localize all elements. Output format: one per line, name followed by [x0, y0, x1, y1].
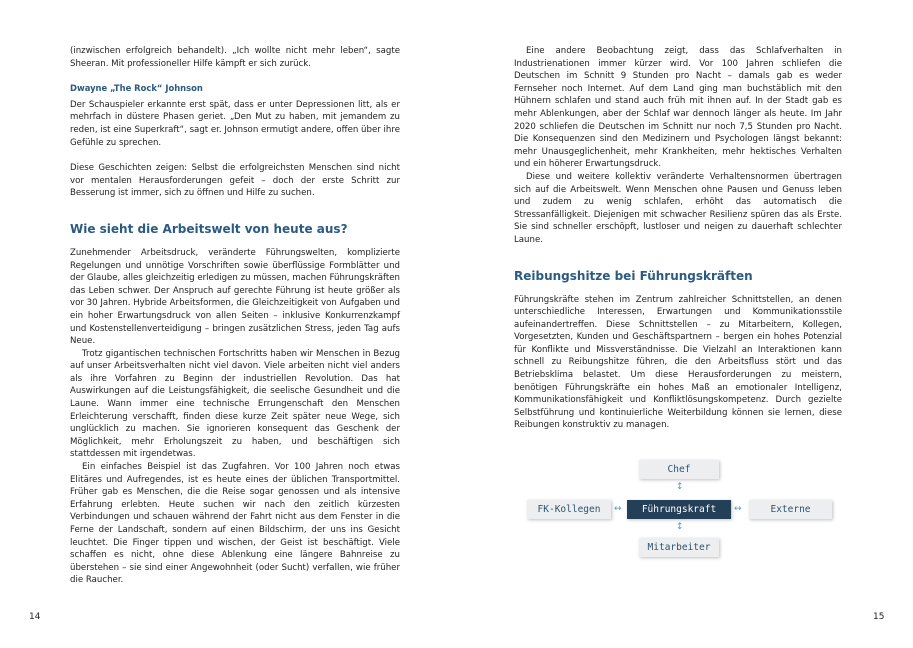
paragraph-arbeitsdruck: Zunehmender Arbeitsdruck, veränderte Führungswelten, komplizierte Regelungen und unnötige Vorschriften sowie überflüssige Formblätter und der Glaube, alles gleichzeitig erledigen zu müssen, machen Führungskräften das Leben schwer. Der Anspruch auf gerechte Führung ist heute größer als vor 30 Jahren. Hybride Arbeitsformen, die Gleichzeitigkeit von Aufgaben und ein hoher Erwartungsdruck von allen Seiten – inklusive Konkurrenzkampf und Kostenstellenverteidigung – bringen zusätzlichen Stress, jeden Tag aufs Neue. [70, 247, 400, 347]
right-text-column [514, 45, 842, 432]
paragraph-intro: (inzwischen erfolgreich behandelt). „Ich wollte nicht mehr leben“, sagte Sheeran. Mit professioneller Hilfe kämpft er sich zurück. [70, 46, 400, 69]
paragraph-schnittstellen: Führungskräfte stehen im Zentrum zahlreicher Schnittstellen, an denen unterschiedliche Interessen, Erwartungen und Kommunikationsstile aufeinandertreffen. Diese Schnittstellen – zu Mitarbeitern, Kollegen, Vorgesetzten, Kunden und Geschäftspartnern – bergen ein hohes Potenzial für Konflikte und Missverständnisse. Die Vielzahl an Interaktionen kann schnell zu Reibungshitze führen, die den Arbeitsfluss stört und das Betriebsklima belastet. Um diese Herausforderungen zu meistern, benötigen Führungskräfte ein hohes Maß an emotionaler Intelligenz, Kommunikationsfähigkeit und Konfliktlösungskompetenz. Durch gezielte Selbstführung und kontinuierliche Weiterbildung können sie lernen, diese Reibungen konstruktiv zu managen. [514, 294, 842, 431]
left-text-column [70, 45, 400, 587]
paragraph-verhaltensnormen: Diese und weitere kollektiv veränderte Verhaltensnormen übertragen sich auf die Arbeitswelt. Wenn Menschen ohne Pausen und Genuss leben und zudem zu wenig schlafen, erhöht das automatisch die Stressanfälligkeit. Diejenigen mit schwacher Resilienz spüren das als Erste. Sie sind schneller erschöpft, lustloser und neigen zu dauerhaft schlechter Laune. [514, 171, 842, 245]
heading-arbeitswelt: Wie sieht die Arbeitswelt von heute aus? [70, 221, 348, 236]
arrow-left-right-icon: ↔ [614, 504, 622, 514]
box-fk-kollegen: FK-Kollegen [527, 500, 611, 519]
box-mitarbeiter: Mitarbeiter [639, 538, 719, 557]
left-page [0, 0, 456, 648]
box-chef: Chef [639, 460, 719, 479]
page-number-right: 15 [873, 612, 885, 622]
page-number-left: 14 [29, 612, 41, 622]
paragraph-zugfahren: Ein einfaches Beispiel ist das Zugfahren. Vor 100 Jahren noch etwas Elitäres und Aufregendes, ist es heute eines der üblichen Transportmittel. Früher gab es Menschen, die die Reise sogar genossen und als intensive Erfahrung erlebten. Heute suchen wir nach den zeitlich kürzesten Verbindungen und schauen während der Fahrt nicht aus dem Fenster in die Ferne der Landschaft, sondern auf einen Bildschirm, der uns ins Gesicht leuchtet. Die Finger tippen und wischen, der Geist ist beschäftigt. Viele schaffen es nicht, ohne diese Ablenkung eine längere Bahnreise zu überstehen – sie sind einer Angewohnheit (oder Sucht) verfallen, wie früher die Raucher. [70, 462, 400, 586]
arrow-up-down-icon: ↕ [676, 482, 684, 492]
interface-diagram [527, 460, 832, 560]
paragraph-fortschritt: Trotz gigantischen technischen Fortschritts haben wir Menschen in Bezug auf unser Arbeitsverhalten nicht viel davon. Viele arbeiten nicht viel anders als ihre Vorfahren zu Beginn der industriellen Revolution. Das hat Auswirkungen auf die Leistungsfähigkeit, die seelische Gesundheit und die Laune. Wann immer eine technische Errungenschaft den Menschen Erleichterung verschafft, finden diese kurze Zeit später neue Wege, sich unglücklich zu machen. Sie ignorieren konsequent das Geschenk der Möglichkeit, mehr Erholungszeit zu haben, und beschäftigen sich stattdessen mit irgendetwas. [70, 348, 400, 460]
arrow-up-down-icon: ↕ [676, 522, 684, 532]
paragraph-johnson: Der Schauspieler erkannte erst spät, dass er unter Depressionen litt, als er mehrfach in düstere Phasen geriet. „Den Mut zu haben, mit jemandem zu reden, ist eine Superkraft“, sagt er. Johnson ermutigt andere, offen über ihre Gefühle zu sprechen. [70, 99, 400, 148]
paragraph-schlaf: Eine andere Beobachtung zeigt, dass das Schlafverhalten in Industrienationen immer kürzer wird. Vor 100 Jahren schliefen die Deutschen im Schnitt 9 Stunden pro Nacht – damals gab es weder Fernseher noch Internet. Auf dem Land ging man buchstäblich mit den Hühnern schlafen und stand auch früh mit ihnen auf. In der Stadt gab es mehr Ablenkungen, aber der Schlaf war dennoch länger als heute. Im Jahr 2020 schliefen die Deutschen im Schnitt nur noch 7,5 Stunden pro Nacht. Die Konsequenzen sind den Medizinern und Psychologen längst bekannt: mehr Unausgeglichenheit, mehr Krankheiten, mehr hektisches Verhalten und ein höherer Erwartungsdruck. [514, 46, 842, 170]
box-fuehrungskraft: Führungskraft [627, 500, 731, 519]
paragraph-summary: Diese Geschichten zeigen: Selbst die erfolgreichsten Menschen sind nicht vor mentalen Herausforderungen gefeit – doch der erste Schritt zur Besserung ist immer, sich zu öffnen und Hilfe zu suchen. [70, 163, 400, 199]
box-externe: Externe [749, 500, 832, 519]
arrow-left-right-icon: ↔ [734, 504, 742, 514]
heading-reibungshitze: Reibungshitze bei Führungskräften [514, 268, 753, 283]
subheading-johnson: Dwayne „The Rock“ Johnson [70, 83, 203, 94]
